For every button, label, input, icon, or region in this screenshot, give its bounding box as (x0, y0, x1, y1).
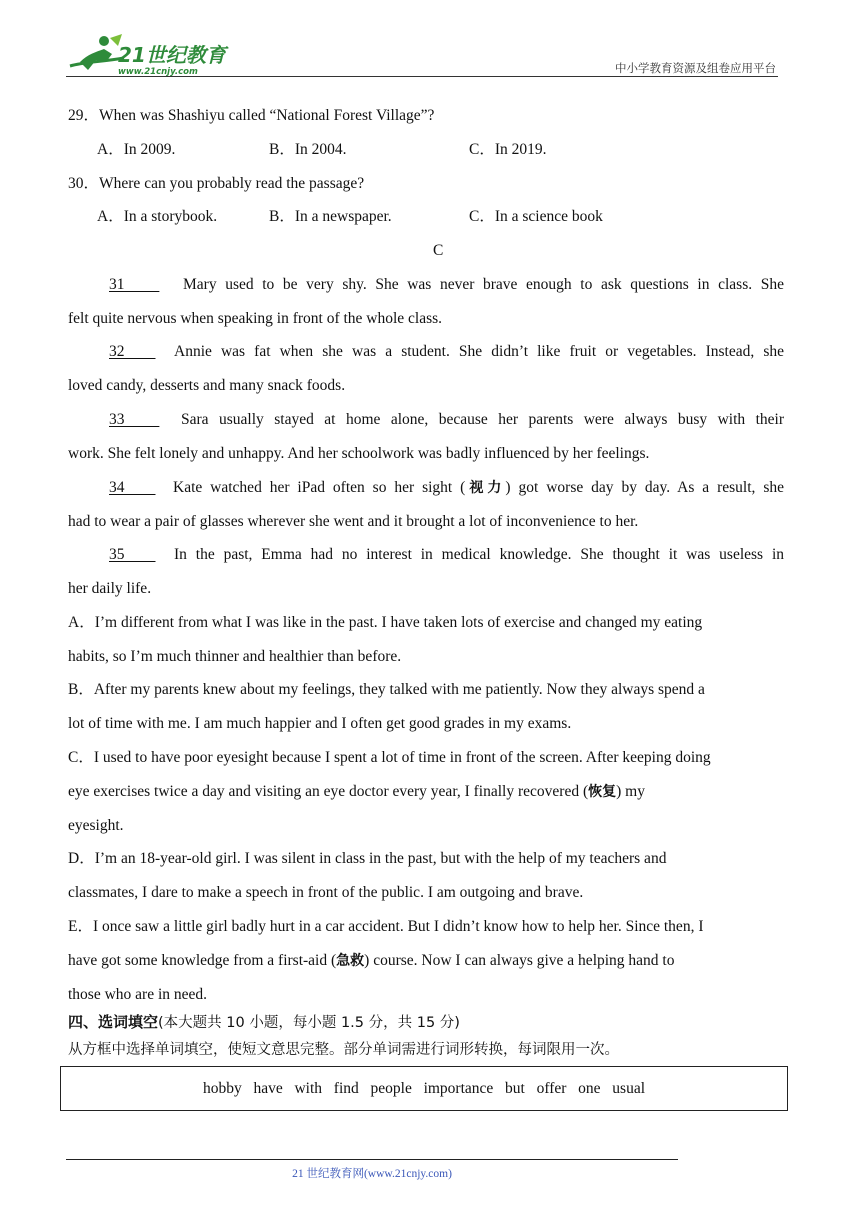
site-logo (66, 32, 236, 76)
logo-text: 21世纪教育 (118, 43, 226, 67)
question-29 (68, 106, 434, 126)
blank-number: 33 (109, 411, 125, 428)
word-bank-box (60, 1066, 788, 1111)
section-instruction: 从方框中选择单词填空，使短文意思完整。部分单词需进行词形转换，每词限用一次。 (68, 1042, 619, 1058)
option-29-b: B．In 2004. (269, 141, 347, 158)
question-text: When was Shashiyu called “National Forest Village”? (99, 107, 435, 124)
chinese-gloss: 急救 (336, 953, 365, 969)
footer-divider (66, 1159, 678, 1160)
section-c-label: C (433, 242, 444, 259)
blank-33 (109, 410, 175, 430)
option-c-line1: C．I used to have poor eyesight because I spent a lot of time in front of the screen. After keeping doing (68, 749, 711, 766)
word-bank: hobby have with find people importance but offer one usual (202, 1080, 646, 1097)
paragraph-31-line2: felt quite nervous when speaking in front of the whole class. (68, 310, 443, 327)
blank-number: 32 (109, 343, 125, 360)
platform-name: 中小学教育资源及组卷应用平台 (615, 61, 776, 75)
paragraph-34-line1: Kate watched her iPad often so her sight (视力) got worse day by day. As a result, she (173, 479, 784, 496)
paragraph-32-line1: Annie was fat when she was a student. She didn’t like fruit or vegetables. Instead, she (174, 343, 784, 360)
option-e-line1: E．I once saw a little girl badly hurt in a car accident. But I didn’t know how to help her. Since then, I (68, 918, 704, 935)
blank-number: 31 (109, 276, 125, 293)
question-number: 29． (68, 107, 100, 124)
option-a-line1: A．I’m different from what I was like in the past. I have taken lots of exercise and changed my eating (68, 614, 703, 631)
option-29-a: A．In 2009. (97, 141, 176, 158)
paragraph-32-line2: loved candy, desserts and many snack foods. (68, 377, 346, 394)
paragraph-33-line1: Sara usually stayed at home alone, because her parents were always busy with their (181, 411, 784, 428)
option-d-line1: D．I’m an 18-year-old girl. I was silent in class in the past, but with the help of my teachers and (68, 850, 667, 867)
option-d-line2: classmates, I dare to make a speech in front of the public. I am outgoing and brave. (68, 884, 584, 901)
section-title: 四、选词填空 (68, 1013, 159, 1031)
blank-32 (109, 342, 169, 362)
blank-31 (109, 275, 177, 295)
paragraph-34-line2: had to wear a pair of glasses wherever she went and it brought a lot of inconvenience to her. (68, 513, 639, 530)
section-four-heading (68, 1012, 460, 1033)
logo-url: www.21cnjy.com (118, 67, 198, 76)
runner-logo-icon (66, 32, 236, 76)
option-30-b: B．In a newspaper. (269, 208, 392, 225)
blank-number: 35 (109, 546, 125, 563)
paragraph-35-line2: her daily life. (68, 580, 152, 597)
option-b-line2: lot of time with me. I am much happier and I often get good grades in my exams. (68, 715, 572, 732)
option-a-line2: habits, so I’m much thinner and healthier than before. (68, 648, 402, 665)
paragraph-31-line1: Mary used to be very shy. She was never brave enough to ask questions in class. She (183, 276, 784, 293)
option-29-c: C．In 2019. (469, 141, 547, 158)
footer-text: 21 世纪教育网(www.21cnjy.com) (292, 1168, 452, 1180)
paragraph-33-line2: work. She felt lonely and unhappy. And her schoolwork was badly influenced by her feelings. (68, 445, 650, 462)
option-e-line3: those who are in need. (68, 986, 208, 1003)
option-30-a: A．In a storybook. (97, 208, 218, 225)
blank-number: 34 (109, 479, 125, 496)
option-30-c: C．In a science book (469, 208, 603, 225)
option-c-line3: eyesight. (68, 817, 124, 834)
paragraph-35-line1: In the past, Emma had no interest in medical knowledge. She thought it was useless in (174, 546, 784, 563)
question-number: 30． (68, 175, 100, 192)
option-c-line2: eye exercises twice a day and visiting an eye doctor every year, I finally recovered (恢复) my (68, 783, 645, 800)
option-b-line1: B．After my parents knew about my feelings, they talked with me patiently. Now they always spend a (68, 681, 705, 698)
option-e-line2: have got some knowledge from a first-aid (急救) course. Now I can always give a helping hand to (68, 952, 675, 969)
chinese-gloss: 恢复 (588, 784, 617, 800)
question-30 (68, 174, 364, 194)
question-text: Where can you probably read the passage? (99, 175, 365, 192)
chinese-gloss: 视力 (465, 480, 506, 496)
section-note: (本大题共 10 小题，每小题 1.5 分，共 15 分) (158, 1015, 460, 1031)
blank-35 (109, 545, 169, 565)
header-divider (66, 76, 778, 77)
blank-34 (109, 478, 169, 498)
